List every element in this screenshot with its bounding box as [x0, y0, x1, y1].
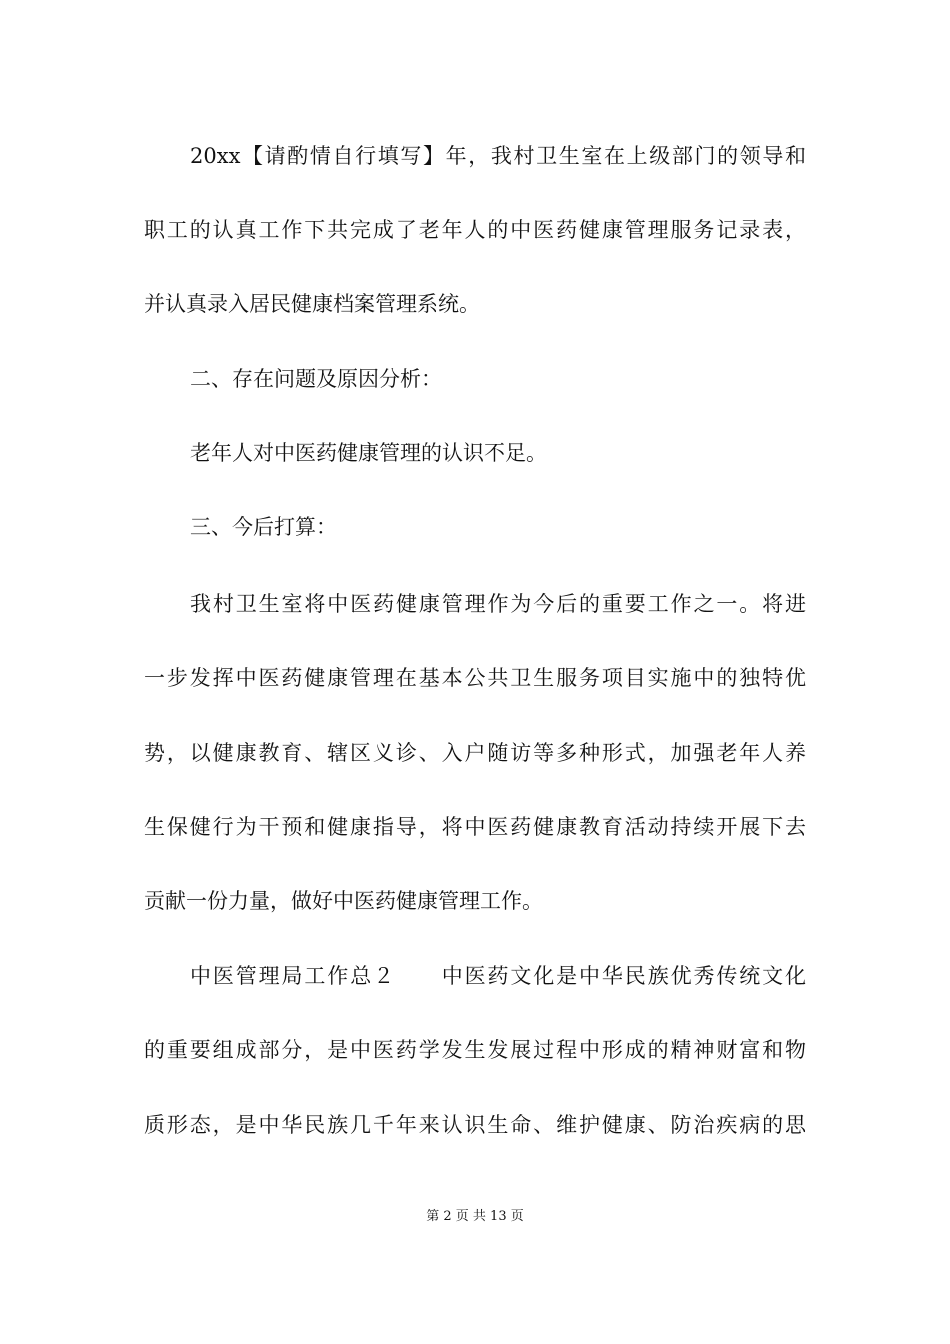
section-heading: 二、存在问题及原因分析： — [190, 367, 442, 391]
paragraph-line: 中医管理局工作总２ 中医药文化是中华民族优秀传统文化 — [190, 964, 806, 988]
paragraph-line: 职工的认真工作下共完成了老年人的中医药健康管理服务记录表， — [144, 218, 806, 242]
page-number-footer: 第 2 页 共 13 页 — [426, 1209, 524, 1224]
paragraph-line: 并认真录入居民健康档案管理系统。 — [144, 292, 480, 316]
paragraph-line: 贡献一份力量，做好中医药健康管理工作。 — [144, 889, 543, 913]
paragraph-line: 生保健行为干预和健康指导，将中医药健康教育活动持续开展下去 — [144, 815, 806, 839]
paragraph-line: 势，以健康教育、辖区义诊、入户随访等多种形式，加强老年人养 — [144, 741, 806, 765]
paragraph-line: 质形态，是中华民族几千年来认识生命、维护健康、防治疾病的思 — [144, 1113, 806, 1137]
paragraph-line: 我村卫生室将中医药健康管理作为今后的重要工作之一。将进 — [190, 592, 806, 616]
paragraph-line: 20xx【请酌情自行填写】年，我村卫生室在上级部门的领导和 — [190, 144, 806, 168]
paragraph-line: 的重要组成部分，是中医药学发生发展过程中形成的精神财富和物 — [144, 1038, 806, 1062]
paragraph-line: 一步发挥中医药健康管理在基本公共卫生服务项目实施中的独特优 — [144, 666, 806, 690]
paragraph-line: 老年人对中医药健康管理的认识不足。 — [190, 441, 547, 465]
section-heading: 三、今后打算： — [190, 515, 337, 539]
